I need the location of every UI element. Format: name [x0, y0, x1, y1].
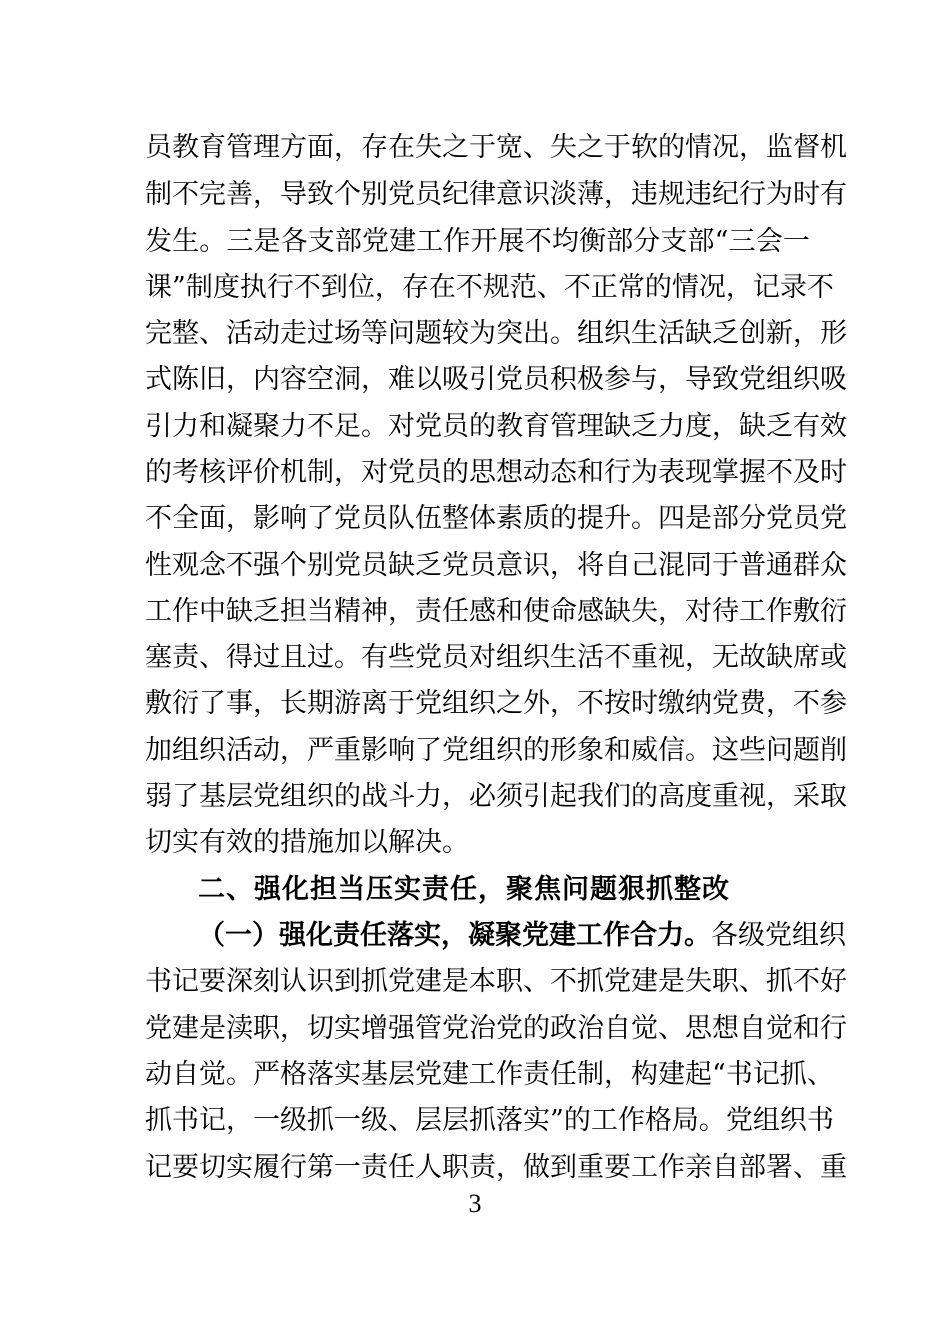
- paragraph-line: 式 陈 旧 ， 内 容 空 洞 ， 难 以 吸 引 党 员 积 极 参 与 ， 导 致 党 组 织 吸: [145, 364, 847, 395]
- paragraph-line: 弱 了 基 层 党 组 织 的 战 斗 力 ， 必 须 引 起 我 们 的 高 度 重 视 ， 采 取: [145, 781, 847, 812]
- subheading-line: [198, 916, 846, 956]
- paragraph-line: 敷 衍 了 事 ， 长 期 游 离 于 党 组 织 之 外 ， 不 按 时 缴 纳 党 费 ， 不 参: [145, 688, 847, 719]
- paragraph-line: 员 教 育 管 理 方 面 ， 存 在 失 之 于 宽 、 失 之 于 软 的 情 况 ， 监 督 机: [145, 132, 847, 163]
- paragraph-line: 的 考 核 评 价 机 制 ， 对 党 员 的 思 想 动 态 和 行 为 表 现 掌 握 不 及 时: [145, 457, 847, 488]
- paragraph-line: 抓 书 记 ， 一 级 抓 一 级 、 层 层 抓 落 实 ” 的 工 作 格 局 。 党 组 织 书: [145, 1105, 834, 1136]
- paragraph-line: 引 力 和 凝 聚 力 不 足 。 对 党 员 的 教 育 管 理 缺 乏 力 度 ， 缺 乏 有 效: [145, 411, 847, 442]
- paragraph-line: 发 生 。 三 是 各 支 部 党 建 工 作 开 展 不 均 衡 部 分 支 部 “ 三 会 一: [145, 226, 810, 257]
- page-number: 3: [468, 1189, 482, 1218]
- paragraph-line: 塞 责 、 得 过 且 过 。 有 些 党 员 对 组 织 生 活 不 重 视 ， 无 故 缺 席 或: [145, 642, 847, 673]
- paragraph-line: 记 要 切 实 履 行 第 一 责 任 人 职 责 ， 做 到 重 要 工 作 亲 自 部 署 、 重: [145, 1152, 847, 1183]
- paragraph-line: 制 不 完 善 ， 导 致 个 别 党 员 纪 律 意 识 淡 薄 ， 违 规 违 纪 行 为 时 有: [145, 179, 847, 210]
- subheading-title: （一）强化责任落实，凝聚党建工作合力。: [198, 920, 711, 951]
- paragraph-line: 书 记 要 深 刻 认 识 到 抓 党 建 是 本 职 、 不 抓 党 建 是 失 职 、 抓 不 好: [145, 966, 847, 997]
- paragraph-line: 性 观 念 不 强 个 别 党 员 缺 乏 党 员 意 识 ， 将 自 己 混 同 于 普 通 群 众: [145, 550, 847, 581]
- paragraph-line: 课 ” 制 度 执 行 不 到 位 ， 存 在 不 规 范 、 不 正 常 的 情 况 ， 记 录 不: [145, 272, 834, 303]
- paragraph-line: 切实有效的措施加以解决。: [145, 827, 469, 858]
- subheading-continuation: 各级党组织: [711, 920, 846, 951]
- section-heading: 二、强化担当压实责任，聚焦问题狠抓整改: [198, 874, 730, 905]
- paragraph-line: 完 整 、 活 动 走 过 场 等 问 题 较 为 突 出 。 组 织 生 活 缺 乏 创 新 ， 形: [145, 318, 847, 349]
- paragraph-line: 党 建 是 渎 职 ， 切 实 增 强 管 党 治 党 的 政 治 自 觉 、 思 想 自 觉 和 行: [145, 1013, 847, 1044]
- paragraph-line: 不 全 面 ， 影 响 了 党 员 队 伍 整 体 素 质 的 提 升 。 四 是 部 分 党 员 党: [145, 503, 847, 534]
- paragraph-line: 动 自 觉 。 严 格 落 实 基 层 党 建 工 作 责 任 制 ， 构 建 起 “ 书 记 抓 、: [145, 1059, 834, 1090]
- paragraph-line: 工 作 中 缺 乏 担 当 精 神 ， 责 任 感 和 使 命 感 缺 失 ， 对 待 工 作 敷 衍: [145, 596, 847, 627]
- paragraph-line: 加 组 织 活 动 ， 严 重 影 响 了 党 组 织 的 形 象 和 威 信 。 这 些 问 题 削: [145, 735, 847, 766]
